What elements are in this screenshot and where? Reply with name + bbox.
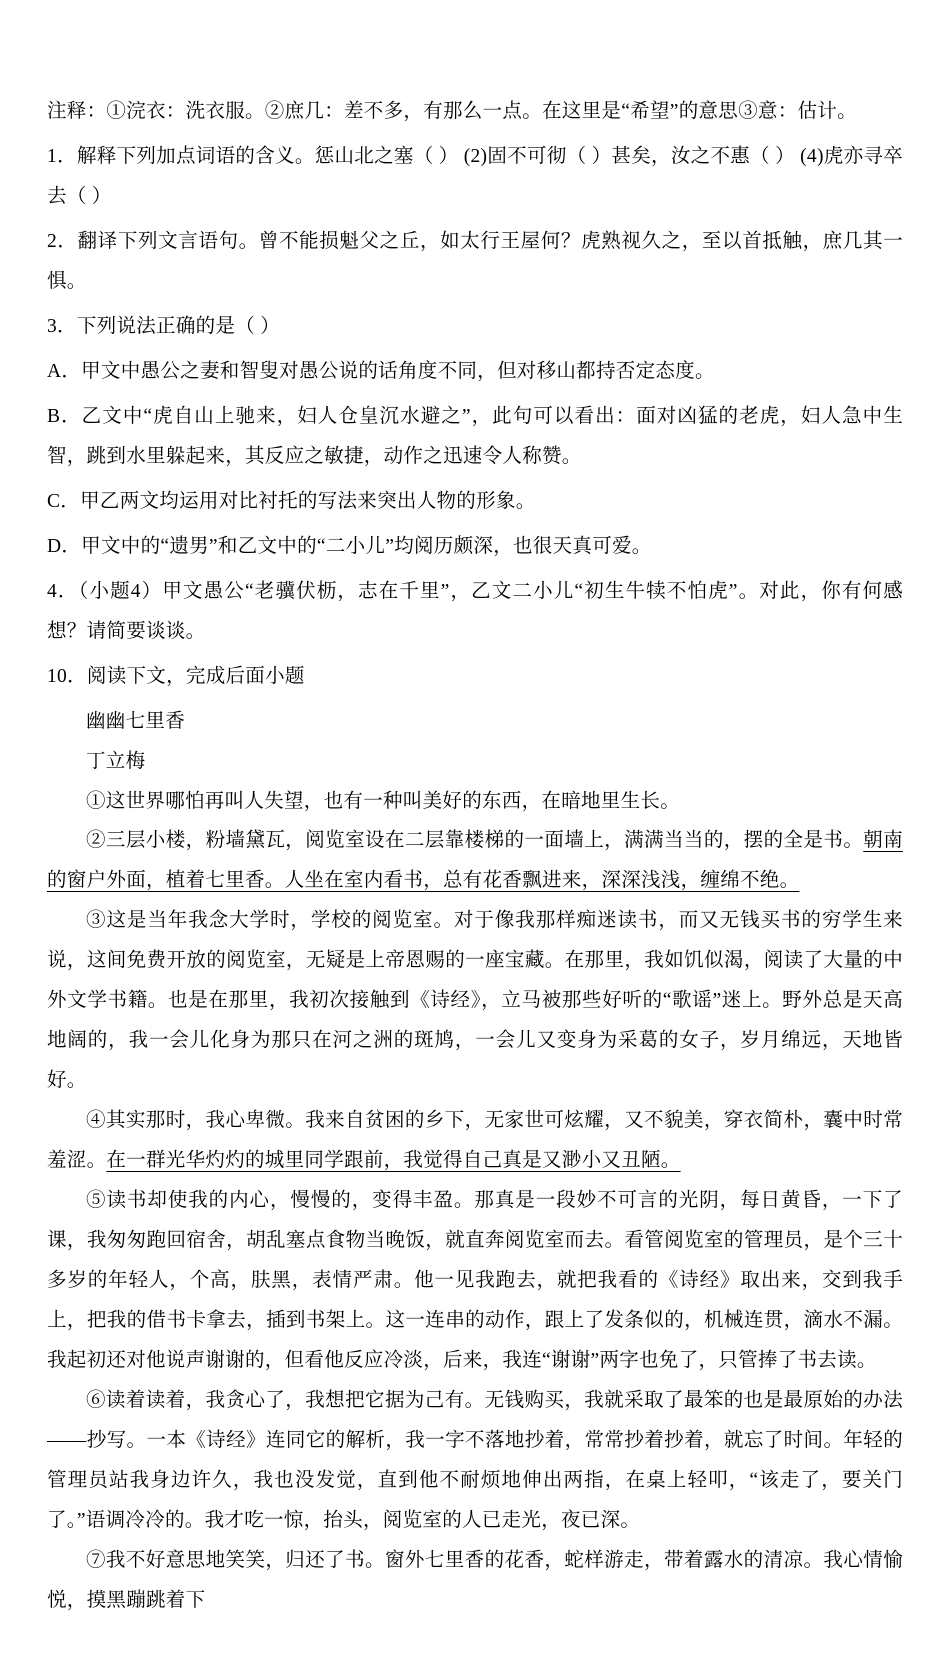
essay-paragraph-5: ⑤读书却使我的内心，慢慢的，变得丰盈。那真是一段妙不可言的光阴，每日黄昏，一下了课，我匆匆跑回宿舍，胡乱塞点食物当晚饭，就直奔阅览室而去。看管阅览室的管理员，是个三十多岁的年轻人，个高，肤黑，表情严肃。他一见我跑去，就把我看的《诗经》取出来，交到我手上，把我的借书卡拿去，插到书架上。这一连串的动作，跟上了发条似的，机械连贯，滴水不漏。我起初还对他说声谢谢的，但看他反应冷淡，后来，我连“谢谢”两字也免了，只管捧了书去读。 xyxy=(47,1190,903,1372)
reading-passage xyxy=(47,702,903,1621)
annotation-notes: 注释：①浣衣：洗衣服。②庶几：差不多，有那么一点。在这里是“希望”的意思③意：估计。 xyxy=(47,101,857,122)
option-b: B．乙文中“虎自山上驰来，妇人仓皇沉水避之”，此句可以看出：面对凶猛的老虎，妇人急中生智，跳到水里躲起来，其反应之敏捷，动作之迅速令人称赞。 xyxy=(47,405,903,467)
essay-paragraph-2 xyxy=(47,821,903,901)
essay-paragraph-1: ①这世界哪怕再叫人失望，也有一种叫美好的东西，在暗地里生长。 xyxy=(86,790,681,812)
paragraph-2-underlined-text: 朝南的窗户外面，植着七里香。人坐在室内看书，总有花香飘进来，深深浅浅，缠绵不绝。 xyxy=(47,830,903,892)
essay-paragraph-6: ⑥读着读着，我贪心了，我想把它据为己有。无钱购买，我就采取了最笨的也是最原始的办法——抄写。一本《诗经》连同它的解析，我一字不落地抄着，常常抄着抄着，就忘了时间。年轻的管理员站我身边许久，我也没发觉，直到他不耐烦地伸出两指，在桌上轻叩，“该走了，要关门了。”语调冷冷的。我才吃一惊，抬头，阅览室的人已走光，夜已深。 xyxy=(47,1390,903,1531)
option-a: A．甲文中愚公之妻和智叟对愚公说的话角度不同，但对移山都持否定态度。 xyxy=(47,360,715,382)
essay-title: 幽幽七里香 xyxy=(86,710,186,732)
paragraph-2-text: ②三层小楼，粉墙黛瓦，阅览室设在二层靠楼梯的一面墙上，满满当当的，摆的全是书。 xyxy=(86,830,864,852)
question-4: 4．（小题4）甲文愚公“老骥伏枥，志在千里”，乙文二小儿“初生牛犊不怕虎”。对此，你有何感想？请简要谈谈。 xyxy=(47,580,903,642)
paragraph-4-text: ④其实那时，我心卑微。我来自贫困的乡下，无家世可炫耀，又不貌美，穿衣简朴，囊中时常羞涩。 xyxy=(47,1110,903,1172)
question-10: 10．阅读下文，完成后面小题 xyxy=(47,665,305,687)
option-d: D．甲文中的“遗男”和乙文中的“二小儿”均阅历颇深，也很天真可爱。 xyxy=(47,535,652,557)
essay-author: 丁立梅 xyxy=(86,750,146,772)
question-3: 3．下列说法正确的是（ ） xyxy=(47,315,281,337)
essay-paragraph-3: ③这是当年我念大学时，学校的阅览室。对于像我那样痴迷读书，而又无钱买书的穷学生来说，这间免费开放的阅览室，无疑是上帝恩赐的一座宝藏。在那里，我如饥似渴，阅读了大量的中外文学书籍。也是在那里，我初次接触到《诗经》，立马被那些好听的“歌谣”迷上。野外总是天高地阔的，我一会儿化身为那只在河之洲的斑鸠，一会儿又变身为采葛的女子，岁月绵远，天地皆好。 xyxy=(47,910,903,1092)
essay-paragraph-7: ⑦我不好意思地笑笑，归还了书。窗外七里香的花香，蛇样游走，带着露水的清凉。我心情愉悦，摸黑蹦跳着下 xyxy=(47,1549,903,1611)
paragraph-4-underlined-text: 在一群光华灼灼的城里同学跟前，我觉得自己真是又渺小又丑陋。 xyxy=(106,1150,681,1172)
question-1: 1．解释下列加点词语的含义。惩山北之塞（ ） (2)固不可彻（ ）甚矣，汝之不惠（ ） (4)虎亦寻卒去（ ） xyxy=(47,145,903,207)
question-2: 2．翻译下列文言语句。曾不能损魁父之丘，如太行王屋何？虎熟视久之，至以首抵触，庶几其一惧。 xyxy=(47,230,903,292)
option-c: C．甲乙两文均运用对比衬托的写法来突出人物的形象。 xyxy=(47,490,536,512)
essay-paragraph-4 xyxy=(47,1101,903,1181)
